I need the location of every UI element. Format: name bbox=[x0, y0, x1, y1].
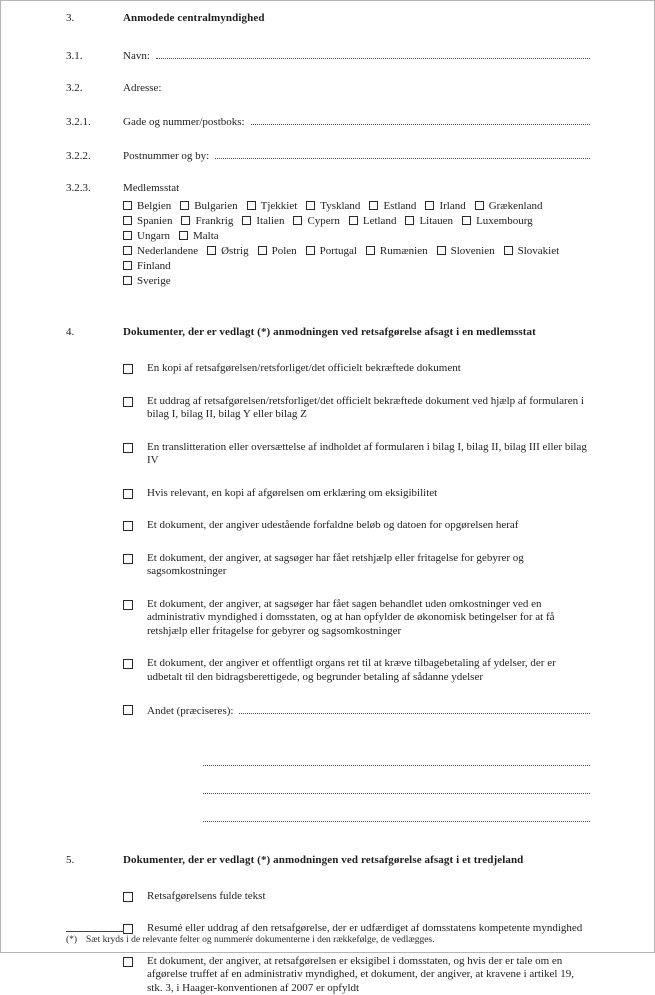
member-state-label: Italien bbox=[256, 215, 284, 227]
footnote-rule bbox=[66, 931, 124, 932]
member-state-option[interactable] bbox=[123, 199, 171, 214]
member-state-label: Nederlandene bbox=[137, 245, 198, 257]
member-state-option[interactable] bbox=[349, 214, 397, 229]
checkbox-icon[interactable] bbox=[123, 397, 133, 407]
item-label: Et dokument, der angiver et offentligt organs ret til at kræve tilbagebetaling af ydelser, der er udbetalt til den bidragsberettigede, og begrunder betaling af sådanne ydelser bbox=[147, 657, 590, 684]
member-state-option[interactable] bbox=[180, 199, 237, 214]
member-state-label: Slovakiet bbox=[518, 245, 560, 257]
checkbox-icon[interactable] bbox=[123, 892, 133, 902]
member-states-row bbox=[123, 214, 590, 244]
dotted-input-line[interactable] bbox=[156, 48, 590, 59]
member-state-label: Polen bbox=[272, 245, 297, 257]
checkbox-icon[interactable] bbox=[349, 216, 358, 225]
member-states-row bbox=[123, 244, 590, 274]
item-label: Et dokument, der angiver, at retsafgørelsen er eksigibel i domsstaten, og hvis der er tale om en afgørelse truffet af en administrativ myndighed, et dokument, der angiver, at kravene i artikel 19, stk. 3, i Haager-konventionen af 2007 er opfyldt bbox=[147, 955, 590, 995]
checkbox-icon[interactable] bbox=[293, 216, 302, 225]
member-state-option[interactable] bbox=[242, 214, 284, 229]
dotted-input-line[interactable] bbox=[215, 148, 590, 159]
field-row-gade bbox=[66, 114, 590, 128]
member-state-option[interactable] bbox=[247, 199, 298, 214]
field-number: 3.2. bbox=[66, 82, 123, 94]
checkbox-icon[interactable] bbox=[123, 443, 133, 453]
section-5-heading-row bbox=[66, 854, 590, 866]
checkbox-icon[interactable] bbox=[123, 521, 133, 531]
item-label: Et dokument, der angiver udestående forfaldne beløb og datoen for opgørelsen heraf bbox=[147, 519, 590, 533]
dotted-writing-line[interactable] bbox=[203, 794, 590, 822]
member-state-option[interactable] bbox=[123, 214, 172, 229]
footnote-marker: (*) bbox=[66, 935, 86, 945]
dotted-writing-line[interactable] bbox=[203, 766, 590, 794]
checkbox-icon[interactable] bbox=[123, 957, 133, 967]
member-state-label: Malta bbox=[193, 230, 219, 242]
document-checkbox-item bbox=[123, 598, 590, 639]
member-state-option[interactable] bbox=[293, 214, 339, 229]
checkbox-icon[interactable] bbox=[123, 231, 132, 240]
member-state-option[interactable] bbox=[369, 199, 416, 214]
checkbox-icon[interactable] bbox=[123, 659, 133, 669]
member-states-group bbox=[123, 199, 590, 289]
checkbox-icon[interactable] bbox=[123, 216, 132, 225]
checkbox-icon[interactable] bbox=[437, 246, 446, 255]
item-label: Et uddrag af retsafgørelsen/retsforliget/det officielt bekræftede dokument ved hjælp af formularen i bilag I, bilag II, bilag Y eller bilag Z bbox=[147, 395, 590, 422]
document-checkbox-item bbox=[123, 395, 590, 422]
field-label: Navn: bbox=[123, 50, 150, 62]
checkbox-icon[interactable] bbox=[475, 201, 484, 210]
member-state-option[interactable] bbox=[437, 244, 495, 259]
member-state-option[interactable] bbox=[123, 244, 198, 259]
checkbox-icon[interactable] bbox=[123, 554, 133, 564]
member-state-label: Østrig bbox=[221, 245, 249, 257]
checkbox-icon[interactable] bbox=[123, 364, 133, 374]
member-state-option[interactable] bbox=[123, 274, 171, 289]
section-4-heading-row bbox=[66, 326, 590, 338]
item-label: Resumé eller uddrag af den retsafgørelse, der er udfærdiget af domsstatens kompetente myndighed bbox=[147, 922, 590, 936]
member-states-row bbox=[123, 199, 590, 214]
member-state-label: Bulgarien bbox=[194, 200, 237, 212]
item-label: En translitteration eller oversættelse af indholdet af formularen i bilag I, bilag II, bilag III eller bilag IV bbox=[147, 441, 590, 468]
document-checkbox-item bbox=[123, 441, 590, 468]
member-state-label: Sverige bbox=[137, 275, 171, 287]
andet-checkbox-item bbox=[123, 703, 590, 719]
document-checkbox-item bbox=[123, 955, 590, 995]
field-row-adresse bbox=[66, 82, 590, 94]
field-label: Adresse: bbox=[123, 82, 162, 94]
checkbox-icon[interactable] bbox=[366, 246, 375, 255]
document-checkbox-item bbox=[123, 362, 590, 376]
member-state-label: Spanien bbox=[137, 215, 172, 227]
section-title: Dokumenter, der er vedlagt (*) anmodningen ved retsafgørelse afsagt i et tredjeland bbox=[123, 854, 523, 866]
field-label: Postnummer og by: bbox=[123, 150, 209, 162]
member-state-label: Tyskland bbox=[320, 200, 360, 212]
footnote bbox=[66, 931, 590, 945]
member-state-label: Slovenien bbox=[451, 245, 495, 257]
item-label: En kopi af retsafgørelsen/retsforliget/det officielt bekræftede dokument bbox=[147, 362, 590, 376]
checkbox-icon[interactable] bbox=[247, 201, 256, 210]
checkbox-icon[interactable] bbox=[181, 216, 190, 225]
checkbox-icon[interactable] bbox=[180, 201, 189, 210]
checkbox-icon[interactable] bbox=[425, 201, 434, 210]
field-number: 3.1. bbox=[66, 50, 123, 62]
member-state-option[interactable] bbox=[123, 229, 170, 244]
section-3-heading-row bbox=[66, 12, 590, 24]
checkbox-icon[interactable] bbox=[123, 201, 132, 210]
checkbox-icon[interactable] bbox=[123, 246, 132, 255]
member-state-label: Belgien bbox=[137, 200, 171, 212]
section-4-items bbox=[123, 362, 590, 684]
member-state-label: Grækenland bbox=[489, 200, 543, 212]
member-state-option[interactable] bbox=[306, 199, 360, 214]
document-checkbox-item bbox=[123, 552, 590, 579]
checkbox-icon[interactable] bbox=[504, 246, 513, 255]
section-number: 4. bbox=[66, 326, 123, 338]
document-checkbox-item bbox=[123, 890, 590, 904]
member-state-label: Frankrig bbox=[195, 215, 233, 227]
checkbox-icon[interactable] bbox=[123, 489, 133, 499]
member-state-option[interactable] bbox=[475, 199, 543, 214]
document-checkbox-item bbox=[123, 657, 590, 684]
member-state-option[interactable] bbox=[405, 214, 453, 229]
member-state-label: Estland bbox=[383, 200, 416, 212]
item-label: Retsafgørelsens fulde tekst bbox=[147, 890, 590, 904]
member-state-label: Luxembourg bbox=[476, 215, 533, 227]
section-number: 3. bbox=[66, 12, 123, 24]
andet-extra-lines bbox=[123, 738, 590, 822]
member-state-option[interactable] bbox=[123, 259, 171, 274]
checkbox-icon[interactable] bbox=[123, 261, 132, 270]
member-state-label: Rumænien bbox=[380, 245, 428, 257]
checkbox-icon[interactable] bbox=[258, 246, 267, 255]
checkbox-icon[interactable] bbox=[242, 216, 251, 225]
footnote-text: Sæt kryds i de relevante felter og nummerér dokumenterne i den rækkefølge, de vedlægges. bbox=[86, 935, 435, 945]
member-state-option[interactable] bbox=[366, 244, 428, 259]
member-state-option[interactable] bbox=[425, 199, 465, 214]
checkbox-icon[interactable] bbox=[405, 216, 414, 225]
member-state-label: Litauen bbox=[419, 215, 453, 227]
dotted-writing-line[interactable] bbox=[203, 738, 590, 766]
member-state-option[interactable] bbox=[306, 244, 357, 259]
andet-label: Andet (præciseres): bbox=[147, 705, 233, 719]
member-state-label: Irland bbox=[439, 200, 465, 212]
member-state-label: Letland bbox=[363, 215, 397, 227]
item-label: Et dokument, der angiver, at sagsøger har fået retshjælp eller fritagelse for gebyrer og sagsomkostninger bbox=[147, 552, 590, 579]
section-number: 5. bbox=[66, 854, 123, 866]
item-label: Et dokument, der angiver, at sagsøger har fået sagen behandlet uden omkostninger ved en administrativ myndighed i domsstaten, og at han opfylder de økonomisk betingelser for at få retshjælp eller fritagelse for gebyrer og sagsomkostninger bbox=[147, 598, 590, 639]
member-state-option[interactable] bbox=[504, 244, 560, 259]
field-number: 3.2.1. bbox=[66, 116, 123, 128]
checkbox-icon[interactable] bbox=[123, 705, 133, 715]
checkbox-icon[interactable] bbox=[306, 201, 315, 210]
member-state-label: Cypern bbox=[307, 215, 339, 227]
document-checkbox-item bbox=[123, 519, 590, 533]
section-title: Anmodede centralmyndighed bbox=[123, 12, 265, 24]
section-title: Dokumenter, der er vedlagt (*) anmodningen ved retsafgørelse afsagt i en medlemsstat bbox=[123, 326, 536, 338]
member-state-option[interactable] bbox=[258, 244, 297, 259]
checkbox-icon[interactable] bbox=[123, 600, 133, 610]
checkbox-icon[interactable] bbox=[207, 246, 216, 255]
member-states-row bbox=[123, 274, 590, 289]
field-row-navn bbox=[66, 48, 590, 62]
checkbox-icon[interactable] bbox=[179, 231, 188, 240]
field-row-postnummer bbox=[66, 148, 590, 162]
field-number: 3.2.3. bbox=[66, 182, 123, 194]
form-page bbox=[1, 1, 654, 995]
field-label: Gade og nummer/postboks: bbox=[123, 116, 245, 128]
member-state-label: Finland bbox=[137, 260, 171, 272]
member-state-label: Ungarn bbox=[137, 230, 170, 242]
member-state-option[interactable] bbox=[179, 229, 219, 244]
member-state-option[interactable] bbox=[181, 214, 233, 229]
dotted-input-line[interactable] bbox=[251, 114, 590, 125]
andet-item-wrap bbox=[123, 703, 590, 822]
field-number: 3.2.2. bbox=[66, 150, 123, 162]
member-state-label: Portugal bbox=[320, 245, 357, 257]
member-state-option[interactable] bbox=[207, 244, 249, 259]
field-row-medlemsstat bbox=[66, 182, 590, 194]
checkbox-icon[interactable] bbox=[462, 216, 471, 225]
document-checkbox-item bbox=[123, 487, 590, 501]
field-label: Medlemsstat bbox=[123, 182, 179, 194]
dotted-input-line[interactable] bbox=[239, 703, 590, 714]
member-state-label: Tjekkiet bbox=[261, 200, 298, 212]
checkbox-icon[interactable] bbox=[369, 201, 378, 210]
checkbox-icon[interactable] bbox=[306, 246, 315, 255]
member-state-option[interactable] bbox=[462, 214, 533, 229]
checkbox-icon[interactable] bbox=[123, 276, 132, 285]
item-label: Hvis relevant, en kopi af afgørelsen om erklæring om eksigibilitet bbox=[147, 487, 590, 501]
